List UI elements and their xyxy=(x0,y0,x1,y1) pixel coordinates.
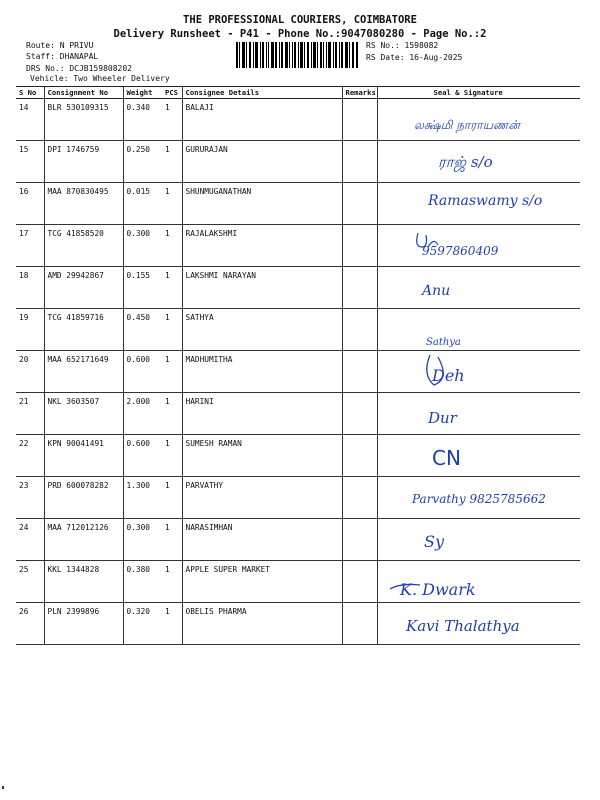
table-row xyxy=(16,603,580,645)
row-sno: 16 xyxy=(16,183,44,225)
table-row xyxy=(16,351,580,393)
row-signature xyxy=(377,351,580,393)
row-sno: 21 xyxy=(16,393,44,435)
col-sno: S No xyxy=(16,87,44,99)
row-pcs: 1 xyxy=(162,561,182,603)
barcode xyxy=(236,42,358,68)
row-weight: 0.600 xyxy=(123,435,162,477)
table-row xyxy=(16,393,580,435)
row-pcs: 1 xyxy=(162,309,182,351)
route-label: Route: N PRIVU xyxy=(26,41,94,50)
table-row xyxy=(16,183,580,225)
row-remarks xyxy=(342,225,377,267)
row-remarks xyxy=(342,603,377,645)
row-remarks xyxy=(342,519,377,561)
row-pcs: 1 xyxy=(162,603,182,645)
row-remarks xyxy=(342,351,377,393)
table-row xyxy=(16,435,580,477)
signature-text: 9597860409 xyxy=(421,244,498,258)
row-consignee: PARVATHY xyxy=(182,477,342,519)
signature-text: Deh xyxy=(431,366,465,385)
row-remarks xyxy=(342,141,377,183)
row-weight: 0.600 xyxy=(123,351,162,393)
row-consignment: PRD 600078282 xyxy=(44,477,123,519)
row-consignee: LAKSHMI NARAYAN xyxy=(182,267,342,309)
signature-text: Sy xyxy=(423,532,444,551)
col-consignee: Consignee Details xyxy=(182,87,342,99)
row-consignment: TCG 41859716 xyxy=(44,309,123,351)
row-consignee: NARASIMHAN xyxy=(182,519,342,561)
row-remarks xyxy=(342,561,377,603)
row-pcs: 1 xyxy=(162,351,182,393)
row-consignment: KKL 1344828 xyxy=(44,561,123,603)
row-weight: 0.380 xyxy=(123,561,162,603)
row-signature xyxy=(377,519,580,561)
signature-text: Ramaswamy s/o xyxy=(427,193,542,209)
row-sno: 25 xyxy=(16,561,44,603)
row-sno: 14 xyxy=(16,99,44,141)
rs-date: RS Date: 16-Aug-2025 xyxy=(366,53,463,62)
row-pcs: 1 xyxy=(162,393,182,435)
row-remarks xyxy=(342,309,377,351)
row-sno: 20 xyxy=(16,351,44,393)
row-consignee: SATHYA xyxy=(182,309,342,351)
row-consignee: SUMESH RAMAN xyxy=(182,435,342,477)
row-signature xyxy=(377,225,580,267)
row-remarks xyxy=(342,393,377,435)
signature-text: Parvathy 9825785662 xyxy=(411,492,546,506)
row-sno: 15 xyxy=(16,141,44,183)
row-signature xyxy=(377,477,580,519)
runsheet-subtitle: Delivery Runsheet - P41 - Phone No.:9047080280 - Page No.:2 xyxy=(113,28,487,40)
row-consignment: KPN 90041491 xyxy=(44,435,123,477)
row-pcs: 1 xyxy=(162,267,182,309)
row-signature xyxy=(377,267,580,309)
row-weight: 0.300 xyxy=(123,519,162,561)
row-weight: 0.450 xyxy=(123,309,162,351)
col-remarks: Remarks xyxy=(342,87,377,99)
signature-text: K. Dwark xyxy=(399,580,476,599)
row-weight: 0.155 xyxy=(123,267,162,309)
row-remarks xyxy=(342,435,377,477)
row-sno: 22 xyxy=(16,435,44,477)
table-header-row xyxy=(16,87,580,99)
row-pcs: 1 xyxy=(162,99,182,141)
vehicle-label: Vehicle: Two Wheeler Delivery xyxy=(30,74,170,83)
row-consignee: MADHUMITHA xyxy=(182,351,342,393)
table-row xyxy=(16,519,580,561)
row-consignment: MAA 712012126 xyxy=(44,519,123,561)
row-weight: 0.015 xyxy=(123,183,162,225)
signature-text: CN xyxy=(431,446,461,470)
row-sno: 23 xyxy=(16,477,44,519)
row-consignment: MAA 652171649 xyxy=(44,351,123,393)
row-remarks xyxy=(342,183,377,225)
row-consignee: APPLE SUPER MARKET xyxy=(182,561,342,603)
row-pcs: 1 xyxy=(162,183,182,225)
row-consignee: BALAJI xyxy=(182,99,342,141)
row-signature xyxy=(377,393,580,435)
row-consignment: BLR 530109315 xyxy=(44,99,123,141)
table-row xyxy=(16,561,580,603)
row-remarks xyxy=(342,477,377,519)
row-consignment: MAA 870830495 xyxy=(44,183,123,225)
row-pcs: 1 xyxy=(162,141,182,183)
signature-text: Anu xyxy=(421,283,450,299)
table-row xyxy=(16,309,580,351)
row-signature xyxy=(377,561,580,603)
row-consignee: RAJALAKSHMI xyxy=(182,225,342,267)
row-consignee: SHUNMUGANATHAN xyxy=(182,183,342,225)
row-consignment: NKL 3603507 xyxy=(44,393,123,435)
row-pcs: 1 xyxy=(162,225,182,267)
table-row xyxy=(16,477,580,519)
row-weight: 0.250 xyxy=(123,141,162,183)
row-signature xyxy=(377,435,580,477)
row-consignment: PLN 2399896 xyxy=(44,603,123,645)
table-row xyxy=(16,267,580,309)
row-pcs: 1 xyxy=(162,435,182,477)
col-consignment: Consignment No xyxy=(44,87,123,99)
col-seal-signature: Seal & Signature xyxy=(377,87,580,99)
staff-label: Staff: DHANAPAL xyxy=(26,52,99,61)
row-consignment: DPI 1746759 xyxy=(44,141,123,183)
row-consignment: AMD 29942867 xyxy=(44,267,123,309)
signature-text: ராஜ் s/o xyxy=(437,153,493,171)
row-signature xyxy=(377,99,580,141)
row-remarks xyxy=(342,267,377,309)
row-signature xyxy=(377,141,580,183)
row-weight: 0.300 xyxy=(123,225,162,267)
row-sno: 19 xyxy=(16,309,44,351)
signature-text: Kavi Thalathya xyxy=(405,617,520,635)
row-consignee: OBELIS PHARMA xyxy=(182,603,342,645)
row-remarks xyxy=(342,99,377,141)
row-sno: 26 xyxy=(16,603,44,645)
col-pcs: PCS xyxy=(162,87,182,99)
row-signature xyxy=(377,603,580,645)
company-title: THE PROFESSIONAL COURIERS, COIMBATORE xyxy=(183,14,417,26)
row-weight: 0.340 xyxy=(123,99,162,141)
row-consignee: HARINI xyxy=(182,393,342,435)
row-consignee: GURURAJAN xyxy=(182,141,342,183)
table-row xyxy=(16,225,580,267)
scan-speck xyxy=(2,786,5,789)
signature-text: Sathya xyxy=(425,337,461,348)
row-pcs: 1 xyxy=(162,477,182,519)
row-sno: 24 xyxy=(16,519,44,561)
row-sno: 18 xyxy=(16,267,44,309)
row-consignment: TCG 41858520 xyxy=(44,225,123,267)
row-weight: 0.320 xyxy=(123,603,162,645)
row-weight: 1.300 xyxy=(123,477,162,519)
row-signature xyxy=(377,183,580,225)
drs-number: DRS No.: DCJB159808202 xyxy=(26,64,132,73)
row-sno: 17 xyxy=(16,225,44,267)
table-row xyxy=(16,141,580,183)
table-row xyxy=(16,99,580,141)
col-weight: Weight xyxy=(123,87,162,99)
row-pcs: 1 xyxy=(162,519,182,561)
signature-text: லக்ஷ்மி நாராயணன் xyxy=(413,118,520,132)
signature-text: Dur xyxy=(427,409,457,427)
runsheet-table xyxy=(16,86,580,645)
rs-number: RS No.: 1598082 xyxy=(366,41,439,50)
row-weight: 2.000 xyxy=(123,393,162,435)
row-signature xyxy=(377,309,580,351)
